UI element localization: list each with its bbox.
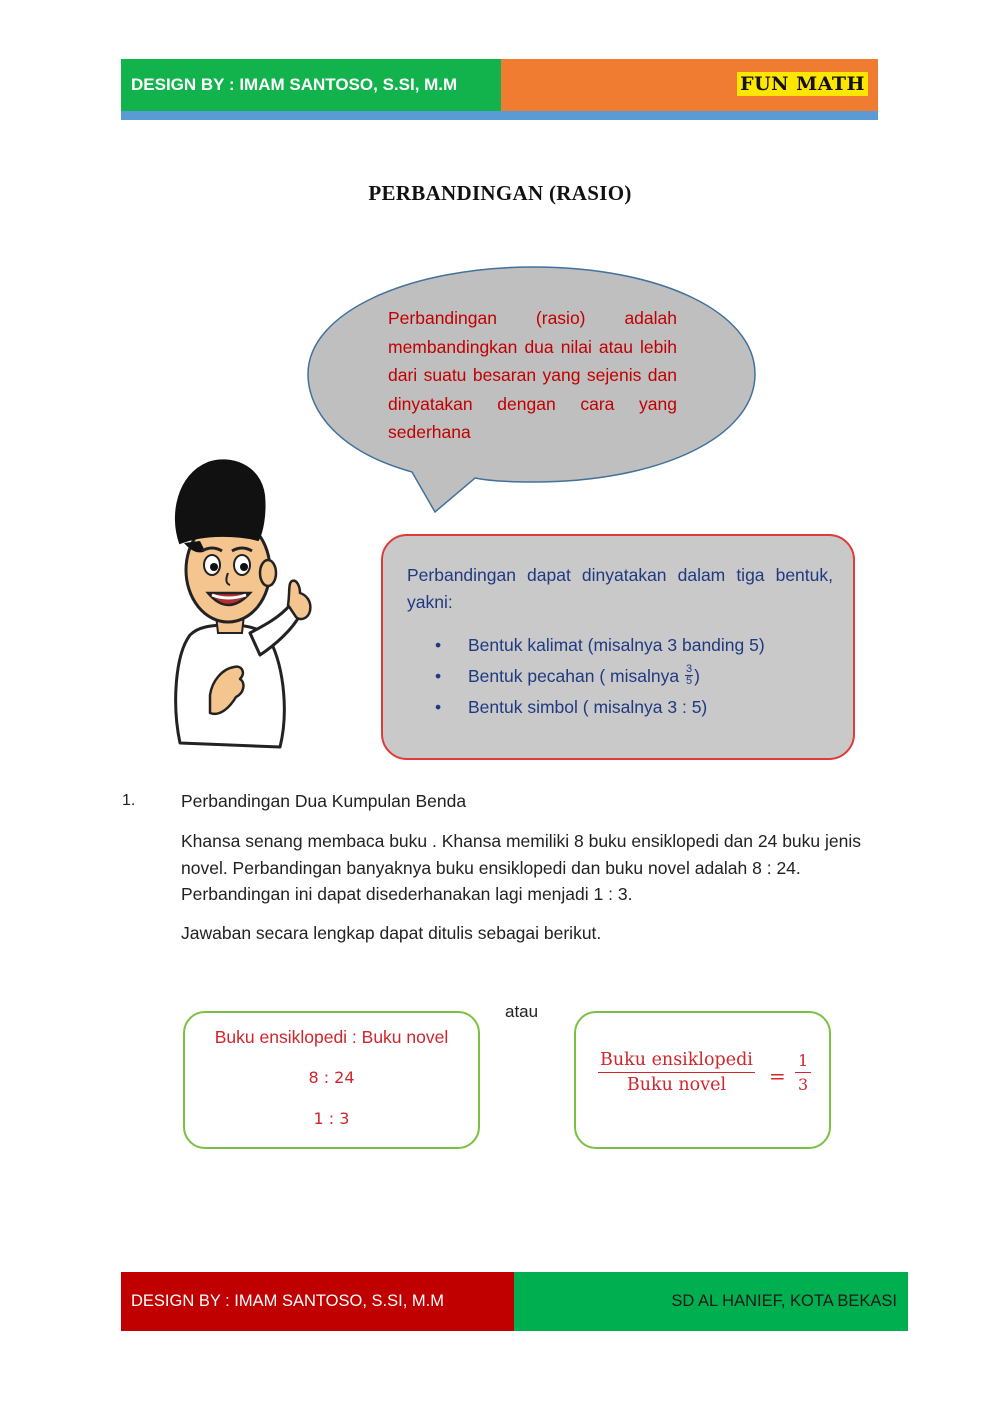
ratio-simplified: 1 : 3 [313, 1109, 350, 1128]
label-fraction [598, 1050, 755, 1095]
section-number: 1. [122, 792, 136, 809]
header-band [121, 59, 878, 111]
result-numerator: 1 [795, 1051, 811, 1073]
fraction-close-paren: ) [694, 666, 700, 686]
list-item [435, 630, 765, 661]
forms-info-box [381, 534, 855, 760]
ratio-fraction-box [574, 1011, 831, 1149]
ratio-original: 8 : 24 [308, 1068, 355, 1087]
item-symbol-form: Bentuk simbol ( misalnya 3 : 5) [468, 697, 708, 717]
list-item [435, 661, 765, 692]
equals-sign: = [769, 1064, 786, 1088]
or-label: atau [505, 1002, 539, 1021]
fraction-numerator: 3 [685, 662, 693, 675]
item-fraction-form: Bentuk pecahan ( misalnya [468, 666, 680, 686]
ratio-colon-box [183, 1011, 480, 1149]
info-intro: Perbandingan dapat dinyatakan dalam tiga bentuk, yakni: [407, 565, 833, 612]
fun-math-tag: FUN MATH [737, 72, 868, 96]
list-item [435, 692, 765, 723]
result-denominator: 3 [798, 1075, 809, 1094]
fraction-numerator: Buku ensiklopedi [598, 1050, 755, 1073]
header-designer: DESIGN BY : IMAM SANTOSO, S.SI, M.M [121, 59, 501, 111]
section-paragraph-2: Jawaban secara lengkap dapat ditulis sebagai berikut. [181, 923, 602, 943]
fraction-denominator: Buku novel [626, 1075, 727, 1095]
footer-school: SD AL HANIEF, KOTA BEKASI [514, 1272, 908, 1331]
section-paragraph: Khansa senang membaca buku . Khansa memiliki 8 buku ensiklopedi dan 24 buku jenis novel. Perbandingan banyaknya buku ensiklopedi dan buku novel adalah 8 : 24. Perbandingan ini dapat disederhanakan lagi menjadi 1 : 3. [181, 831, 862, 904]
section-title: Perbandingan Dua Kumpulan Benda [181, 791, 467, 811]
bubble-definition: Perbandingan (rasio) adalah membandingkan dua nilai atau lebih dari suatu besaran yang sejenis dan dinyatakan dengan cara yang sederhana [388, 308, 677, 443]
fraction-denominator: 5 [685, 674, 693, 687]
page-title: PERBANDINGAN (RASIO) [368, 181, 632, 205]
result-fraction [795, 1051, 811, 1094]
footer-band [121, 1272, 908, 1331]
header-right [501, 59, 878, 111]
boy-illustration [150, 455, 320, 755]
forms-list [435, 630, 765, 723]
fraction-example [685, 664, 693, 687]
footer-designer: DESIGN BY : IMAM SANTOSO, S.SI, M.M [121, 1272, 514, 1331]
item-sentence-form: Bentuk kalimat (misalnya 3 banding 5) [468, 635, 765, 655]
header-underline [121, 111, 878, 120]
ratio-labels: Buku ensiklopedi : Buku novel [214, 1027, 449, 1047]
